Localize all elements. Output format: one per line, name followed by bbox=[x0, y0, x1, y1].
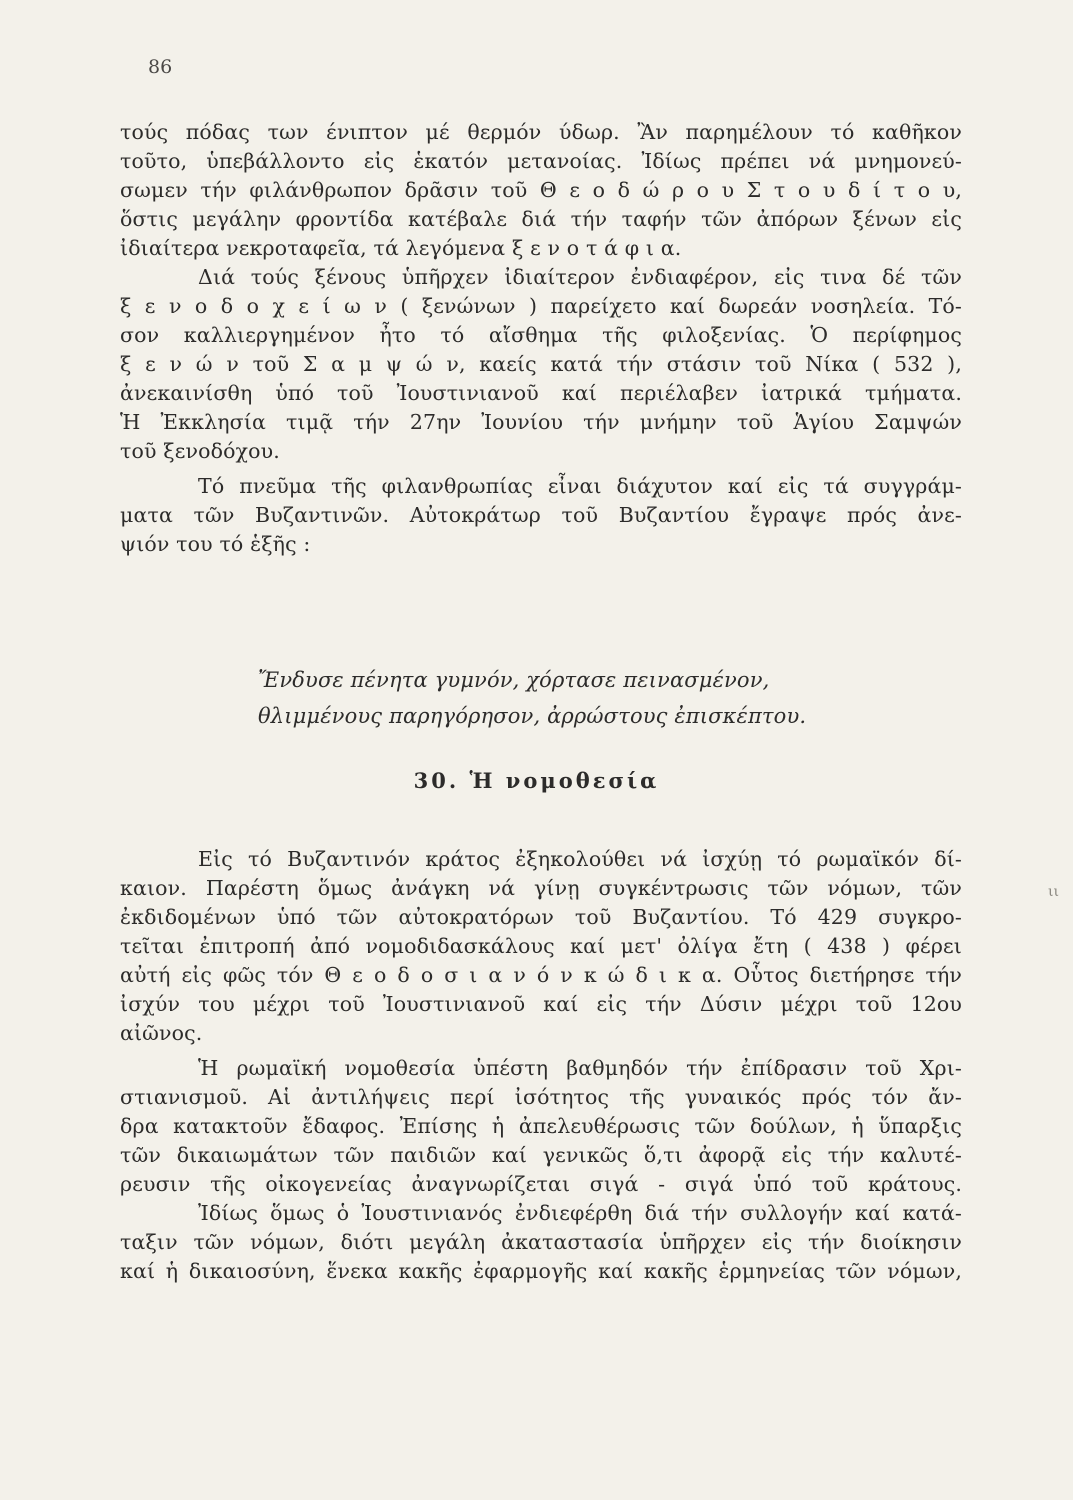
text-line: αἰῶνος. bbox=[120, 1021, 203, 1045]
text-line: ἰσχύν του μέχρι τοῦ Ἰουστινιανοῦ καί εἰς τήν Δύσιν μέχρι τοῦ 12ου bbox=[120, 992, 962, 1016]
text-line: ἀνεκαινίσθη ὑπό τοῦ Ἰουστινιανοῦ καί περιέλαβεν ἰατρικά τμήματα. bbox=[120, 381, 962, 405]
text-line: ἰδιαίτερα νεκροταφεῖα, τά λεγόμενα ξ ε ν ο τ ά φ ι α. bbox=[120, 236, 682, 260]
text-line: ταξιν τῶν νόμων, διότι μεγάλη ἀκαταστασία ὑπῆρχεν εἰς τήν διοίκησιν bbox=[120, 1230, 962, 1254]
verse-line: θλιμμένους παρηγόρησον, ἀρρώστους ἐπισκέπτου. bbox=[258, 704, 807, 728]
text-line: σον καλλιεργημένον ἦτο τό αἴσθημα τῆς φιλοξενίας. Ὁ περίφημος bbox=[120, 323, 962, 347]
section-heading: 30. Ἡ νομοθεσία bbox=[413, 768, 660, 793]
paragraph-block-1 bbox=[120, 118, 962, 559]
paragraph-block-2 bbox=[120, 845, 962, 1286]
text-line: δρα κατακτοῦν ἔδαφος. Ἐπίσης ἡ ἀπελευθέρωσις τῶν δούλων, ἡ ὕπαρξις bbox=[120, 1114, 962, 1138]
quoted-verse bbox=[258, 662, 878, 734]
text-line: Τό πνεῦμα τῆς φιλανθρωπίας εἶναι διάχυτον καί εἰς τά συγγράμ- bbox=[198, 474, 962, 498]
text-line: Ἰδίως ὅμως ὁ Ἰουστινιανός ἐνδιεφέρθη διά τήν συλλογήν καί κατά- bbox=[198, 1201, 962, 1225]
text-line: τούς πόδας των ένιπτον μέ θερμόν ύδωρ. Ἂν παρημέλουν τό καθῆκον bbox=[120, 120, 962, 144]
text-line: τοῦτο, ὑπεβάλλοντο εἰς ἑκατόν μετανοίας. Ἰδίως πρέπει νά μνημονεύ- bbox=[120, 149, 962, 173]
text-line: Εἰς τό Βυζαντινόν κράτος ἐξηκολούθει νά ἰσχύῃ τό ρωμαϊκόν δί- bbox=[198, 847, 962, 871]
text-line: ρευσιν τῆς οἰκογενείας ἀναγνωρίζεται σιγά - σιγά ὑπό τοῦ κράτους. bbox=[120, 1172, 962, 1196]
text-line: ματα τῶν Βυζαντινῶν. Αὐτοκράτωρ τοῦ Βυζαντίου ἔγραψε πρός ἀνε- bbox=[120, 503, 962, 527]
verse-line: Ἔνδυσε πένητα γυμνόν, χόρτασε πεινασμένον, bbox=[258, 668, 770, 692]
text-line: ξ ε ν ώ ν τοῦ Σ α μ ψ ώ ν, καείς κατά τήν στάσιν τοῦ Νίκα ( 532 ), bbox=[120, 352, 962, 376]
text-line: στιανισμοῦ. Αἱ ἀντιλήψεις περί ἰσότητος τῆς γυναικός πρός τόν ἄν- bbox=[120, 1085, 962, 1109]
text-line: Διά τούς ξένους ὑπῆρχεν ἰδιαίτερον ἐνδιαφέρον, εἰς τινα δέ τῶν bbox=[198, 265, 962, 289]
text-line: ξ ε ν ο δ ο χ ε ί ω ν ( ξενώνων ) παρείχετο καί δωρεάν νοσηλεία. Τό- bbox=[120, 294, 962, 318]
text-line: ὅστις μεγάλην φροντίδα κατέβαλε διά τήν ταφήν τῶν ἀπόρων ξένων εἰς bbox=[120, 207, 962, 231]
text-line: αὐτή εἰς φῶς τόν Θ ε ο δ ο σ ι α ν ό ν κ ώ δ ι κ α. Οὗτος διετήρησε τήν bbox=[120, 963, 962, 987]
text-line: ἐκδιδομένων ὑπό τῶν αὐτοκρατόρων τοῦ Βυζαντίου. Τό 429 συγκρο- bbox=[120, 905, 962, 929]
text-line: τοῦ ξενοδόχου. bbox=[120, 439, 280, 463]
text-line: τῶν δικαιωμάτων τῶν παιδιῶν καί γενικῶς ὅ,τι ἀφορᾷ εἰς τήν καλυτέ- bbox=[120, 1143, 962, 1167]
text-line: καιον. Παρέστη ὅμως ἀνάγκη νά γίνῃ συγκέντρωσις τῶν νόμων, τῶν bbox=[120, 876, 962, 900]
text-line: σωμεν τήν φιλάνθρωπον δρᾶσιν τοῦ Θ ε ο δ ώ ρ ο υ Σ τ ο υ δ ί τ ο υ, bbox=[120, 178, 962, 202]
text-line: Ἡ ρωμαϊκή νομοθεσία ὑπέστη βαθμηδόν τήν ἐπίδρασιν τοῦ Χρι- bbox=[198, 1056, 962, 1080]
margin-mark: ιι bbox=[1048, 884, 1059, 900]
text-line: ψιόν του τό ἑξῆς : bbox=[120, 532, 311, 556]
text-line: τεῖται ἐπιτροπή ἀπό νομοδιδασκάλους καί μετ' ὀλίγα ἔτη ( 438 ) φέρει bbox=[120, 934, 962, 958]
text-line: καί ἡ δικαιοσύνη, ἕνεκα κακῆς ἐφαρμογῆς καί κακῆς ἑρμηνείας τῶν νόμων, bbox=[120, 1259, 962, 1283]
page-number: 86 bbox=[148, 56, 173, 78]
text-line: Ἡ Ἐκκλησία τιμᾷ τήν 27ην Ἰουνίου τήν μνήμην τοῦ Ἁγίου Σαμψών bbox=[120, 410, 962, 434]
